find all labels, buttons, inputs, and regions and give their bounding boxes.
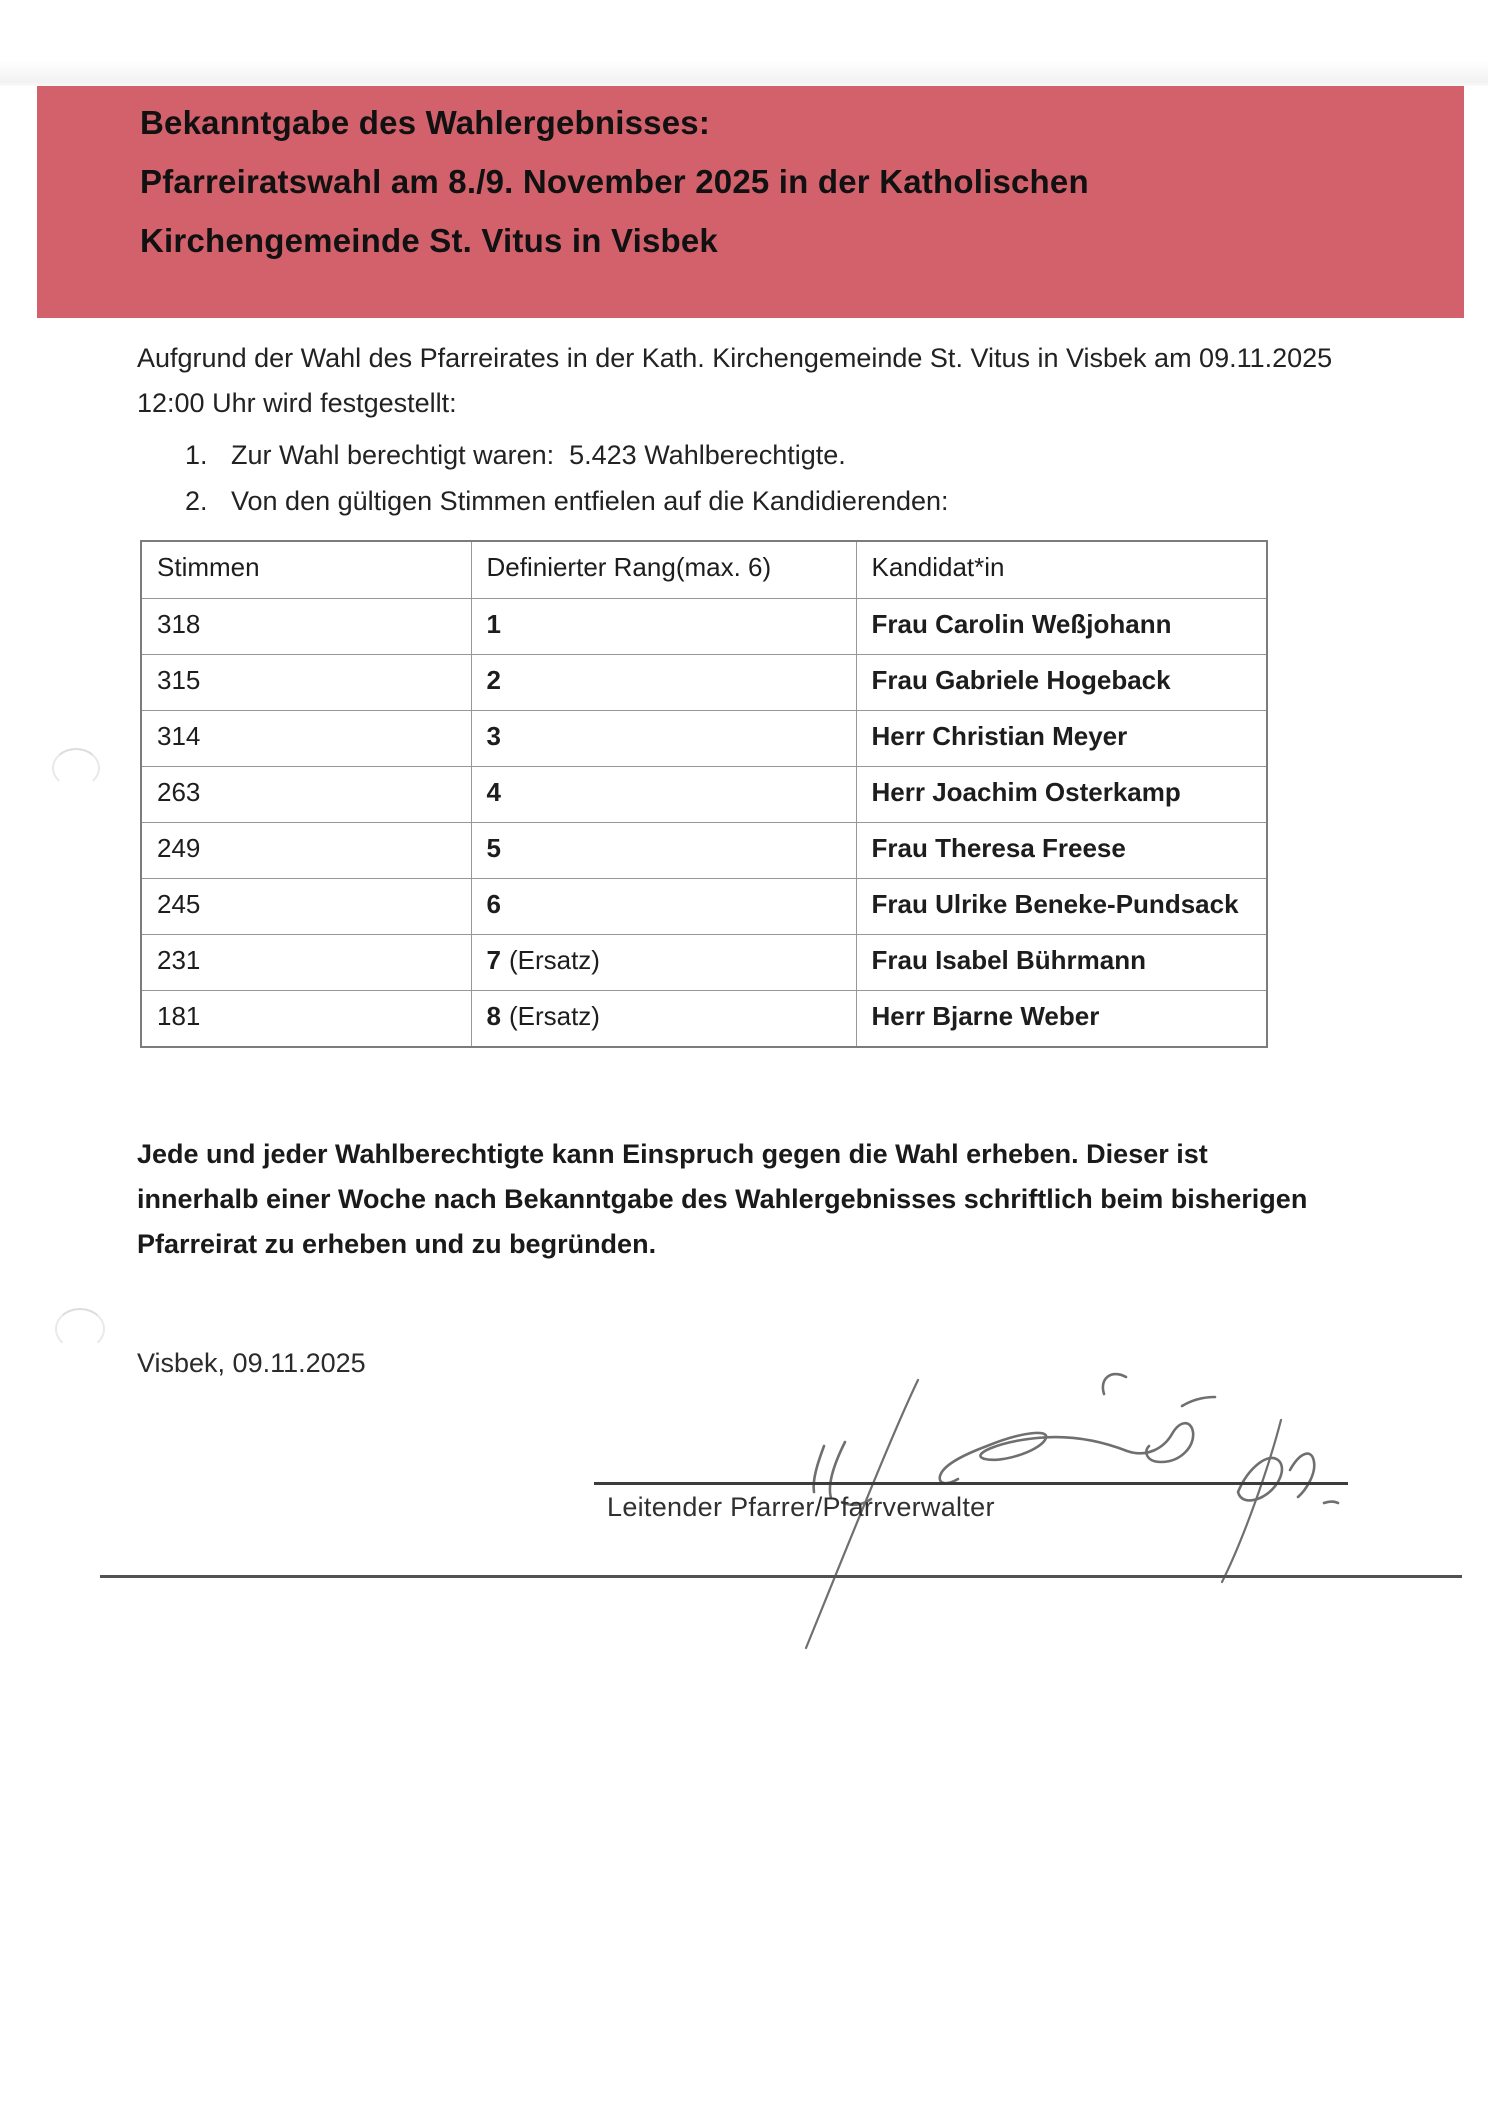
list-item bbox=[185, 432, 949, 478]
column-header-stimmen: Stimmen bbox=[141, 541, 471, 599]
votes-cell: 231 bbox=[141, 935, 471, 991]
list-item-text: Zur Wahl berechtigt waren: 5.423 Wahlberechtigte. bbox=[231, 440, 846, 470]
candidate-cell: Frau Carolin Weßjohann bbox=[856, 599, 1267, 655]
punch-hole-arc bbox=[55, 1308, 105, 1350]
table-header-row bbox=[141, 541, 1267, 599]
table-row bbox=[141, 711, 1267, 767]
votes-cell: 318 bbox=[141, 599, 471, 655]
table-row bbox=[141, 991, 1267, 1048]
column-header-rang: Definierter Rang(max. 6) bbox=[471, 541, 856, 599]
list-item bbox=[185, 478, 949, 524]
column-header-kandidat: Kandidat*in bbox=[856, 541, 1267, 599]
rank-cell bbox=[471, 767, 856, 823]
table-row bbox=[141, 599, 1267, 655]
banner-title-line-3: Kirchengemeinde St. Vitus in Visbek bbox=[140, 222, 718, 259]
rank-note: (Ersatz) bbox=[508, 1001, 600, 1031]
rank-value: 7 bbox=[486, 945, 501, 975]
signature-line bbox=[594, 1482, 1348, 1485]
rank-value: 4 bbox=[486, 777, 501, 807]
table-row bbox=[141, 935, 1267, 991]
rank-cell bbox=[471, 599, 856, 655]
rank-note: (Ersatz) bbox=[508, 945, 600, 975]
candidate-cell: Frau Theresa Freese bbox=[856, 823, 1267, 879]
rank-cell bbox=[471, 879, 856, 935]
intro-paragraph: Aufgrund der Wahl des Pfarreirates in der Kath. Kirchengemeinde St. Vitus in Visbek am 09.11.2025 12:00 Uhr wird festgestellt: bbox=[137, 343, 1333, 418]
banner-title-line-1: Bekanntgabe des Wahlergebnisses: bbox=[140, 104, 711, 141]
table-row bbox=[141, 879, 1267, 935]
candidate-cell: Herr Christian Meyer bbox=[856, 711, 1267, 767]
banner-title-line-2: Pfarreiratswahl am 8./9. November 2025 in der Katholischen bbox=[140, 163, 1089, 200]
list-item-text: Von den gültigen Stimmen entfielen auf die Kandidierenden: bbox=[231, 486, 949, 516]
candidate-cell: Herr Bjarne Weber bbox=[856, 991, 1267, 1048]
votes-cell: 315 bbox=[141, 655, 471, 711]
announcement-banner bbox=[37, 86, 1464, 318]
objection-notice-paragraph: Jede und jeder Wahlberechtigte kann Einspruch gegen die Wahl erheben. Dieser ist innerhalb einer Woche nach Bekanntgabe des Wahlergebnisses schriftlich beim bisherigen Pfarreirat zu erheben und zu begründen. bbox=[137, 1139, 1308, 1259]
rank-value: 5 bbox=[486, 833, 501, 863]
votes-cell: 181 bbox=[141, 991, 471, 1048]
rank-value: 6 bbox=[486, 889, 501, 919]
rank-value: 1 bbox=[486, 609, 501, 639]
rank-cell bbox=[471, 655, 856, 711]
banner-title-block bbox=[140, 86, 1464, 270]
table-row bbox=[141, 655, 1267, 711]
candidate-cell: Frau Gabriele Hogeback bbox=[856, 655, 1267, 711]
votes-cell: 263 bbox=[141, 767, 471, 823]
bottom-horizontal-rule bbox=[100, 1575, 1462, 1578]
results-table bbox=[140, 540, 1268, 1048]
candidate-cell: Frau Ulrike Beneke-Pundsack bbox=[856, 879, 1267, 935]
table-row bbox=[141, 823, 1267, 879]
candidate-cell: Frau Isabel Bührmann bbox=[856, 935, 1267, 991]
votes-cell: 245 bbox=[141, 879, 471, 935]
rank-cell bbox=[471, 823, 856, 879]
votes-cell: 249 bbox=[141, 823, 471, 879]
punch-hole-arc bbox=[52, 748, 100, 788]
place-and-date: Visbek, 09.11.2025 bbox=[137, 1348, 366, 1378]
list-item-number: 2. bbox=[185, 486, 208, 516]
table-row bbox=[141, 767, 1267, 823]
rank-cell bbox=[471, 935, 856, 991]
rank-value: 2 bbox=[486, 665, 501, 695]
numbered-list bbox=[185, 432, 949, 524]
rank-value: 3 bbox=[486, 721, 501, 751]
rank-cell bbox=[471, 991, 856, 1048]
scan-shadow-band bbox=[0, 60, 1488, 86]
rank-cell bbox=[471, 711, 856, 767]
votes-cell: 314 bbox=[141, 711, 471, 767]
candidate-cell: Herr Joachim Osterkamp bbox=[856, 767, 1267, 823]
list-item-number: 1. bbox=[185, 440, 208, 470]
rank-value: 8 bbox=[486, 1001, 501, 1031]
signature-role-label: Leitender Pfarrer/Pfarrverwalter bbox=[607, 1492, 995, 1522]
